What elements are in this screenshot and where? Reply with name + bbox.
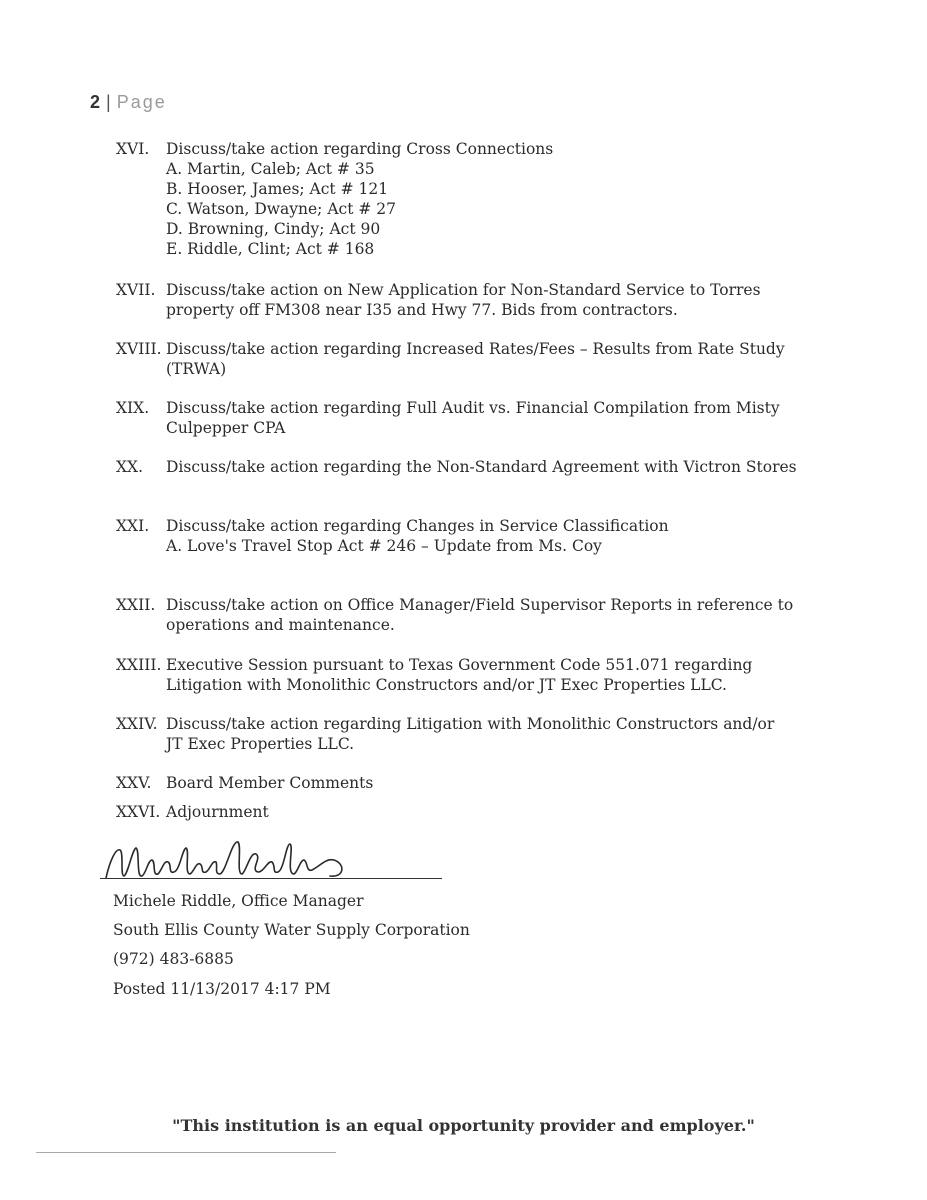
sub-item: C. Watson, Dwayne; Act # 27 — [166, 200, 397, 218]
item-numeral: XVI. — [116, 140, 150, 158]
item-text: Discuss/take action regarding Increased Rates/Fees – Results from Rate Study (TRWA) — [166, 340, 785, 378]
sub-item: B. Hooser, James; Act # 121 — [166, 180, 389, 198]
sub-item: D. Browning, Cindy; Act 90 — [166, 220, 381, 238]
item-numeral: XXIV. — [116, 715, 158, 733]
handwritten-signature — [100, 830, 400, 890]
item-numeral: XIX. — [116, 399, 150, 417]
item-numeral: XX. — [116, 458, 143, 476]
signature-line — [100, 878, 442, 879]
item-text: Discuss/take action on New Application for Non-Standard Service to Torres property off FM308 near I35 and Hwy 77. Bids from contractors. — [166, 281, 761, 319]
item-numeral: XVIII. — [116, 340, 162, 358]
item-text: Adjournment — [166, 803, 269, 821]
item-text: Board Member Comments — [166, 774, 374, 792]
sub-item: E. Riddle, Clint; Act # 168 — [166, 240, 375, 258]
item-numeral: XXIII. — [116, 656, 162, 674]
item-numeral: XXVI. — [116, 803, 161, 821]
item-text: Discuss/take action regarding the Non-Standard Agreement with Victron Stores — [166, 458, 797, 476]
item-text: Discuss/take action on Office Manager/Field Supervisor Reports in reference to operations and maintenance. — [166, 596, 794, 634]
sub-item: A. Martin, Caleb; Act # 35 — [166, 160, 375, 178]
page-separator: | — [106, 92, 111, 112]
signer-name-title: Michele Riddle, Office Manager — [113, 892, 364, 910]
equal-opportunity-statement: "This institution is an equal opportunity provider and employer." — [172, 1116, 755, 1135]
page-label: Page — [116, 92, 167, 112]
page-header — [90, 92, 167, 113]
item-text: Executive Session pursuant to Texas Government Code 551.071 regarding Litigation with Monolithic Constructors and/or JT Exec Properties LLC. — [166, 656, 753, 694]
item-text — [166, 516, 846, 556]
organization-name: South Ellis County Water Supply Corporation — [113, 921, 470, 939]
item-numeral: XXII. — [116, 596, 156, 614]
footer-divider — [36, 1152, 336, 1153]
item-numeral: XXV. — [116, 774, 152, 792]
item-numeral: XXI. — [116, 517, 150, 535]
item-title: Discuss/take action regarding Cross Connections — [166, 140, 554, 158]
item-title: Discuss/take action regarding Changes in Service Classification — [166, 517, 669, 535]
posted-timestamp: Posted 11/13/2017 4:17 PM — [113, 980, 331, 998]
item-text: Discuss/take action regarding Litigation with Monolithic Constructors and/or JT Exec Properties LLC. — [166, 715, 775, 753]
phone-number: (972) 483-6885 — [113, 950, 234, 968]
page-number: 2 — [90, 92, 101, 112]
item-text: Discuss/take action regarding Full Audit vs. Financial Compilation from Misty Culpepper CPA — [166, 399, 780, 437]
sub-item: A. Love's Travel Stop Act # 246 – Update from Ms. Coy — [166, 537, 602, 555]
item-text — [166, 139, 846, 259]
item-numeral: XVII. — [116, 281, 156, 299]
